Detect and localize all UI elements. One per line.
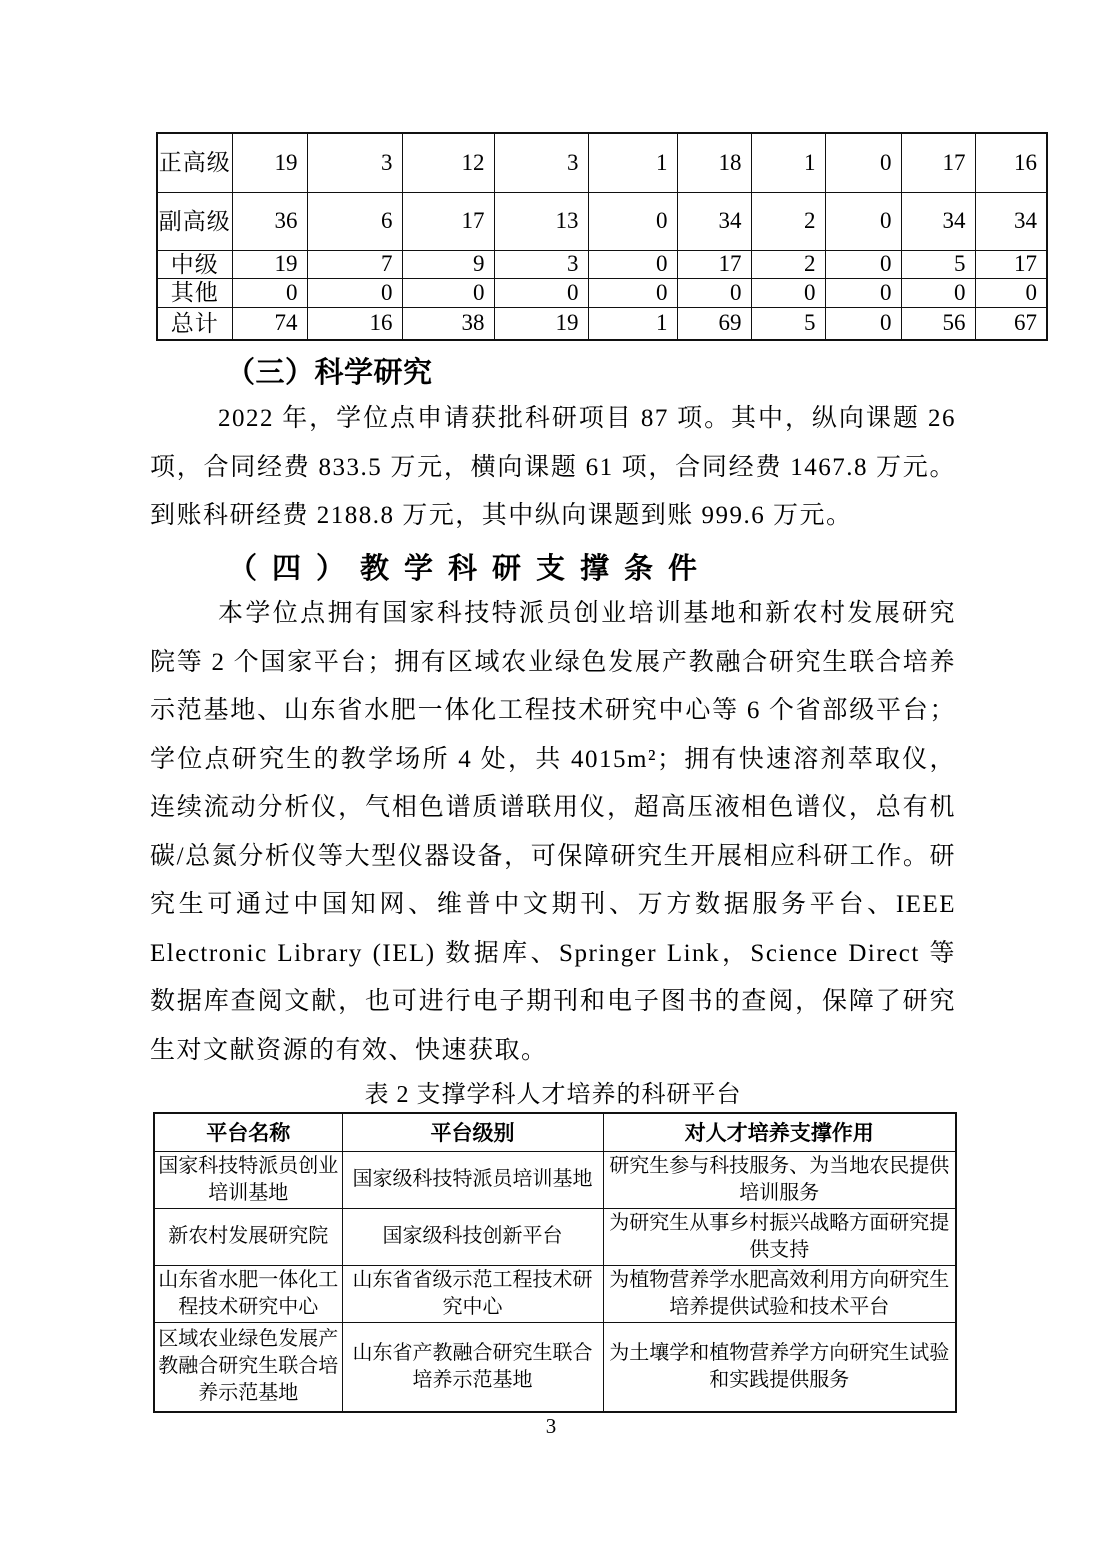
staff-row-label: 副高级 <box>157 192 232 250</box>
staff-cell: 67 <box>975 307 1047 340</box>
platform-support-cell: 研究生参与科技服务、为当地农民提供培训服务 <box>603 1151 956 1208</box>
platform-name-cell: 新农村发展研究院 <box>154 1208 342 1265</box>
staff-cell: 12 <box>402 133 494 192</box>
staff-cell: 17 <box>901 133 975 192</box>
platform-name-cell: 区域农业绿色发展产教融合研究生联合培养示范基地 <box>154 1322 342 1412</box>
staff-cell: 0 <box>402 278 494 307</box>
section-heading-science-research: （三）科学研究 <box>226 357 433 389</box>
platform-name-cell: 山东省水肥一体化工程技术研究中心 <box>154 1265 342 1322</box>
staff-cell: 0 <box>307 278 402 307</box>
staff-row-label: 中级 <box>157 250 232 278</box>
staff-cell: 0 <box>825 278 901 307</box>
staff-cell: 3 <box>494 133 588 192</box>
staff-cell: 2 <box>751 250 825 278</box>
table-row <box>157 133 1047 192</box>
platform-level-cell: 山东省产教融合研究生联合培养示范基地 <box>342 1322 603 1412</box>
staff-cell: 0 <box>901 278 975 307</box>
staff-cell: 0 <box>825 192 901 250</box>
staff-cell: 34 <box>677 192 751 250</box>
platform-name-cell: 国家科技特派员创业培训基地 <box>154 1151 342 1208</box>
staff-cell: 2 <box>751 192 825 250</box>
staff-cell: 1 <box>588 307 677 340</box>
paragraph-science-research: 2022 年，学位点申请获批科研项目 87 项。其中，纵向课题 26 项，合同经费 833.5 万元，横向课题 61 项，合同经费 1467.8 万元。到账科研经费 2188.8 万元，其中纵向课题到账 999.6 万元。 <box>150 405 956 529</box>
staff-cell: 16 <box>307 307 402 340</box>
staff-cell: 0 <box>677 278 751 307</box>
staff-cell: 5 <box>901 250 975 278</box>
staff-cell: 1 <box>588 133 677 192</box>
table-row <box>157 250 1047 278</box>
staff-row-label: 其他 <box>157 278 232 307</box>
staff-cell: 56 <box>901 307 975 340</box>
table-row <box>157 307 1047 340</box>
table-header-row <box>154 1113 956 1151</box>
staff-cell: 0 <box>975 278 1047 307</box>
staff-cell: 7 <box>307 250 402 278</box>
staff-cell: 38 <box>402 307 494 340</box>
staff-cell: 0 <box>825 133 901 192</box>
table-row <box>157 192 1047 250</box>
table2-caption: 表 2 支撑学科人才培养的科研平台 <box>364 1082 742 1108</box>
staff-cell: 3 <box>307 133 402 192</box>
platform-level-header: 平台级别 <box>342 1113 603 1151</box>
staff-cell: 0 <box>588 192 677 250</box>
table-row <box>154 1265 956 1322</box>
platform-table <box>153 1112 957 1413</box>
staff-cell: 16 <box>975 133 1047 192</box>
section-heading-support-conditions: （四）教学科研支撑条件 <box>228 553 713 585</box>
staff-cell: 34 <box>901 192 975 250</box>
staff-cell: 0 <box>751 278 825 307</box>
staff-cell: 17 <box>677 250 751 278</box>
platform-name-header: 平台名称 <box>154 1113 342 1151</box>
staff-cell: 17 <box>402 192 494 250</box>
staff-cell: 18 <box>677 133 751 192</box>
staff-cell: 13 <box>494 192 588 250</box>
platform-level-cell: 国家级科技创新平台 <box>342 1208 603 1265</box>
staff-cell: 19 <box>232 250 307 278</box>
staff-cell: 19 <box>494 307 588 340</box>
staff-cell: 1 <box>751 133 825 192</box>
staff-cell: 17 <box>975 250 1047 278</box>
staff-cell: 69 <box>677 307 751 340</box>
staff-cell: 0 <box>494 278 588 307</box>
staff-row-label: 总计 <box>157 307 232 340</box>
platform-support-header: 对人才培养支撑作用 <box>603 1113 956 1151</box>
staff-cell: 9 <box>402 250 494 278</box>
table-row <box>154 1208 956 1265</box>
platform-support-cell: 为植物营养学水肥高效利用方向研究生培养提供试验和技术平台 <box>603 1265 956 1322</box>
staff-cell: 0 <box>232 278 307 307</box>
platform-support-cell: 为研究生从事乡村振兴战略方面研究提供支持 <box>603 1208 956 1265</box>
staff-cell: 5 <box>751 307 825 340</box>
staff-cell: 74 <box>232 307 307 340</box>
staff-statistics-table <box>156 132 1048 341</box>
table-row <box>157 278 1047 307</box>
staff-cell: 3 <box>494 250 588 278</box>
staff-cell: 0 <box>588 250 677 278</box>
staff-cell: 19 <box>232 133 307 192</box>
table-row <box>154 1322 956 1412</box>
table-row <box>154 1151 956 1208</box>
platform-level-cell: 山东省省级示范工程技术研究中心 <box>342 1265 603 1322</box>
staff-cell: 6 <box>307 192 402 250</box>
platform-level-cell: 国家级科技特派员培训基地 <box>342 1151 603 1208</box>
paragraph-support-conditions: 本学位点拥有国家科技特派员创业培训基地和新农村发展研究院等 2 个国家平台；拥有区域农业绿色发展产教融合研究生联合培养示范基地、山东省水肥一体化工程技术研究中心等 6 个省部级平台；学位点研究生的教学场所 4 处，共 4015m²；拥有快速溶剂萃取仪，连续流动分析仪，气相色谱质谱联用仪，超高压液相色谱仪，总有机碳/总氮分析仪等大型仪器设备，可保障研究生开展相应科研工作。研究生可通过中国知网、维普中文期刊、万方数据服务平台、IEEE Electronic Library (IEL) 数据库、Springer Link，Science Direct 等数据库查阅文献，也可进行电子期刊和电子图书的查阅，保障了研究生对文献资源的有效、快速获取。 <box>150 600 956 1064</box>
page-number: 3 <box>545 1414 557 1438</box>
staff-cell: 0 <box>825 307 901 340</box>
staff-cell: 34 <box>975 192 1047 250</box>
staff-cell: 36 <box>232 192 307 250</box>
platform-support-cell: 为土壤学和植物营养学方向研究生试验和实践提供服务 <box>603 1322 956 1412</box>
staff-row-label: 正高级 <box>157 133 232 192</box>
staff-cell: 0 <box>588 278 677 307</box>
staff-cell: 0 <box>825 250 901 278</box>
